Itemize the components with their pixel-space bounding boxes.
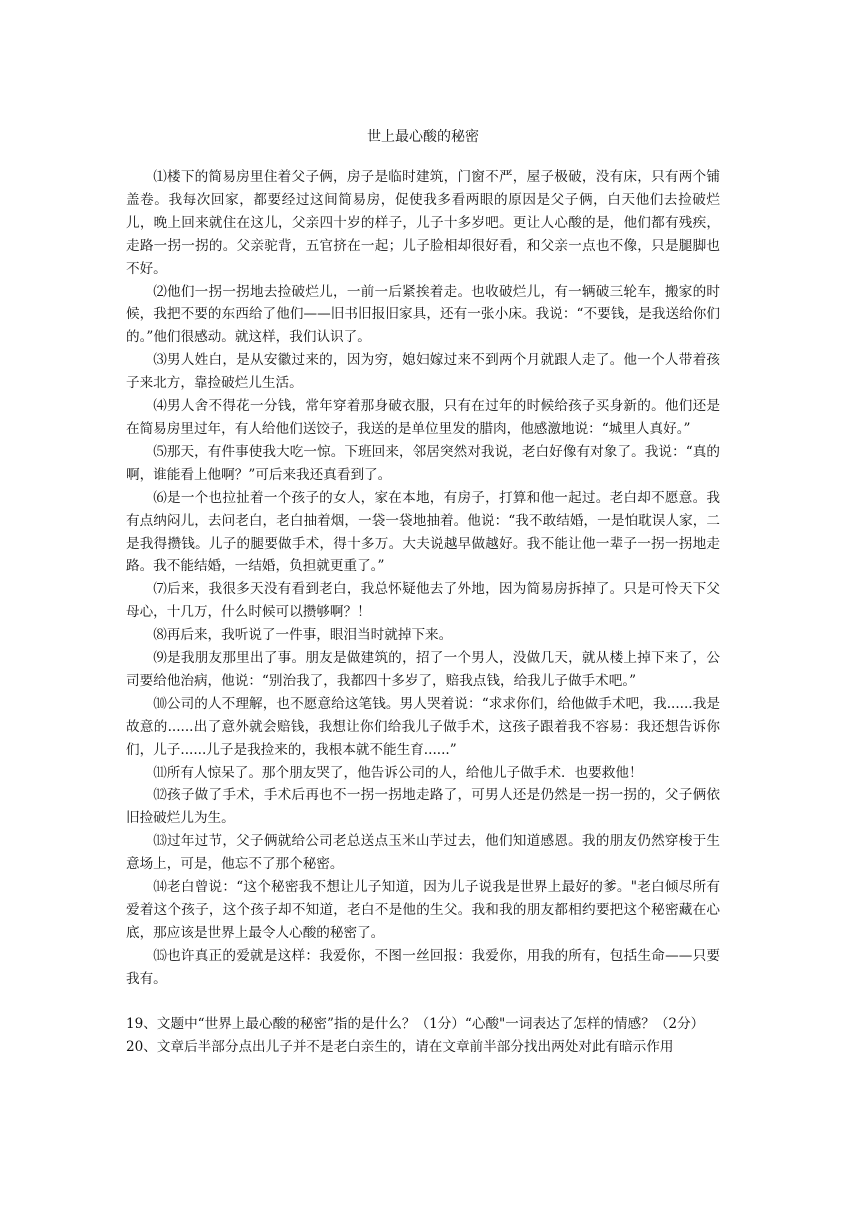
paragraph-6: ⑹是一个也拉扯着一个孩子的女人，家在本地，有房子，打算和他一起过。老白却不愿意。我有点纳闷儿，去问老白，老白抽着烟，一袋一袋地抽着。他说：“我不敢结婚，一是怕耽误人家，二是我得攒钱。儿子的腿要做手术，得十多万。大夫说越早做越好。我不能让他一辈子一拐一拐地走路。我不能结婚，一结婚，负担就更重了。” xyxy=(126,489,720,575)
paragraph-4: ⑷男人舍不得花一分钱，常年穿着那身破衣服，只有在过年的时候给孩子买身新的。他们还是在简易房里过年，有人给他们送饺子，我送的是单位里发的腊肉，他感激地说：“城里人真好。” xyxy=(126,398,720,437)
question-20: 20、文章后半部分点出儿子并不是老白亲生的，请在文章前半部分找出两处对此有暗示作用 xyxy=(126,1038,674,1055)
paragraph-7: ⑺后来，我很多天没有看到老白，我总怀疑他去了外地，因为简易房拆掉了。只是可怜天下父母心，十几万，什么时候可以攒够啊？！ xyxy=(126,581,720,621)
article-body xyxy=(126,166,720,991)
paragraph-3: ⑶男人姓白，是从安徽过来的，因为穷，媳妇嫁过来不到两个月就跟人走了。他一个人带着孩子来北方，靠捡破烂儿生活。 xyxy=(126,352,720,392)
paragraph-8: ⑻再后来，我听说了一件事，眼泪当时就掉下来。 xyxy=(153,627,453,644)
paragraph-5: ⑸那天，有件事使我大吃一惊。下班回来，邻居突然对我说，老白好像有对象了。我说：“真的啊，谁能看上他啊？”可后来我还真看到了。 xyxy=(126,443,720,483)
paragraph-12: ⑿孩子做了手术，手术后再也不一拐一拐地走路了，可男人还是仍然是一拐一拐的，父子俩依旧捡破烂儿为生。 xyxy=(126,787,720,827)
paragraph-13: ⒀过年过节，父子俩就给公司老总送点玉米山芋过去，他们知道感恩。我的朋友仍然穿梭于生意场上，可是，他忘不了那个秘密。 xyxy=(126,833,720,873)
paragraph-11: ⑾所有人惊呆了。那个朋友哭了，他告诉公司的人，给他儿子做手术．也要救他！ xyxy=(153,764,643,781)
question-list xyxy=(126,1013,720,1059)
paragraph-14: ⒁老白曾说：“这个秘密我不想让儿子知道，因为儿子说我是世界上最好的爹。"老白倾尽所有爱着这个孩子，这个孩子却不知道，老白不是他的生父。我和我的朋友都相约要把这个秘密藏在心底，那应该是世界上最令人心酸的秘密了。 xyxy=(126,879,720,941)
article-title: 世上最心酸的秘密 xyxy=(367,129,479,145)
question-19: 19、文题中“世界上最心酸的秘密”指的是什么？（1分）“心酸"一词表达了怎样的情感？（2分） xyxy=(126,1015,705,1032)
paragraph-2: ⑵他们一拐一拐地去捡破烂儿，一前一后紧挨着走。也收破烂儿，有一辆破三轮车，搬家的时候，我把不要的东西给了他们——旧书旧报旧家具，还有一张小床。我说：“不要钱，是我送给你们的。”他们很感动。就这样，我们认识了。 xyxy=(126,283,720,346)
paragraph-9: ⑼是我朋友那里出了事。朋友是做建筑的，招了一个男人，没做几天，就从楼上掉下来了，公司要给他治病，他说：“别治我了，我都四十多岁了，赔我点钱，给我儿子做手术吧。” xyxy=(126,650,720,689)
paragraph-15: ⒂也许真正的爱就是这样：我爱你，不图一丝回报：我爱你，用我的所有，包括生命——只要我有。 xyxy=(126,947,720,987)
paragraph-10: ⑽公司的人不理解，也不愿意给这笔钱。男人哭着说：“求求你们，给他做手术吧，我......我是故意的......出了意外就会赔钱，我想让你们给我儿子做手术，这孩子跟着我不容易：我还想告诉你们，儿子......儿子是我捡来的，我根本就不能生育......” xyxy=(126,695,720,758)
paragraph-1: ⑴楼下的简易房里住着父子俩，房子是临时建筑，门窗不严，屋子极破，没有床，只有两个铺盖卷。我每次回家，都要经过这间简易房，促使我多看两眼的原因是父子俩，白天他们去捡破烂儿，晚上回来就住在这儿，父亲四十岁的样子，儿子十多岁吧。更让人心酸的是，他们都有残疾，走路一拐一拐的。父亲驼背，五官挤在一起；儿子脸相却很好看，和父亲一点也不像，只是腿脚也不好。 xyxy=(126,169,720,277)
document-page xyxy=(126,126,720,1058)
